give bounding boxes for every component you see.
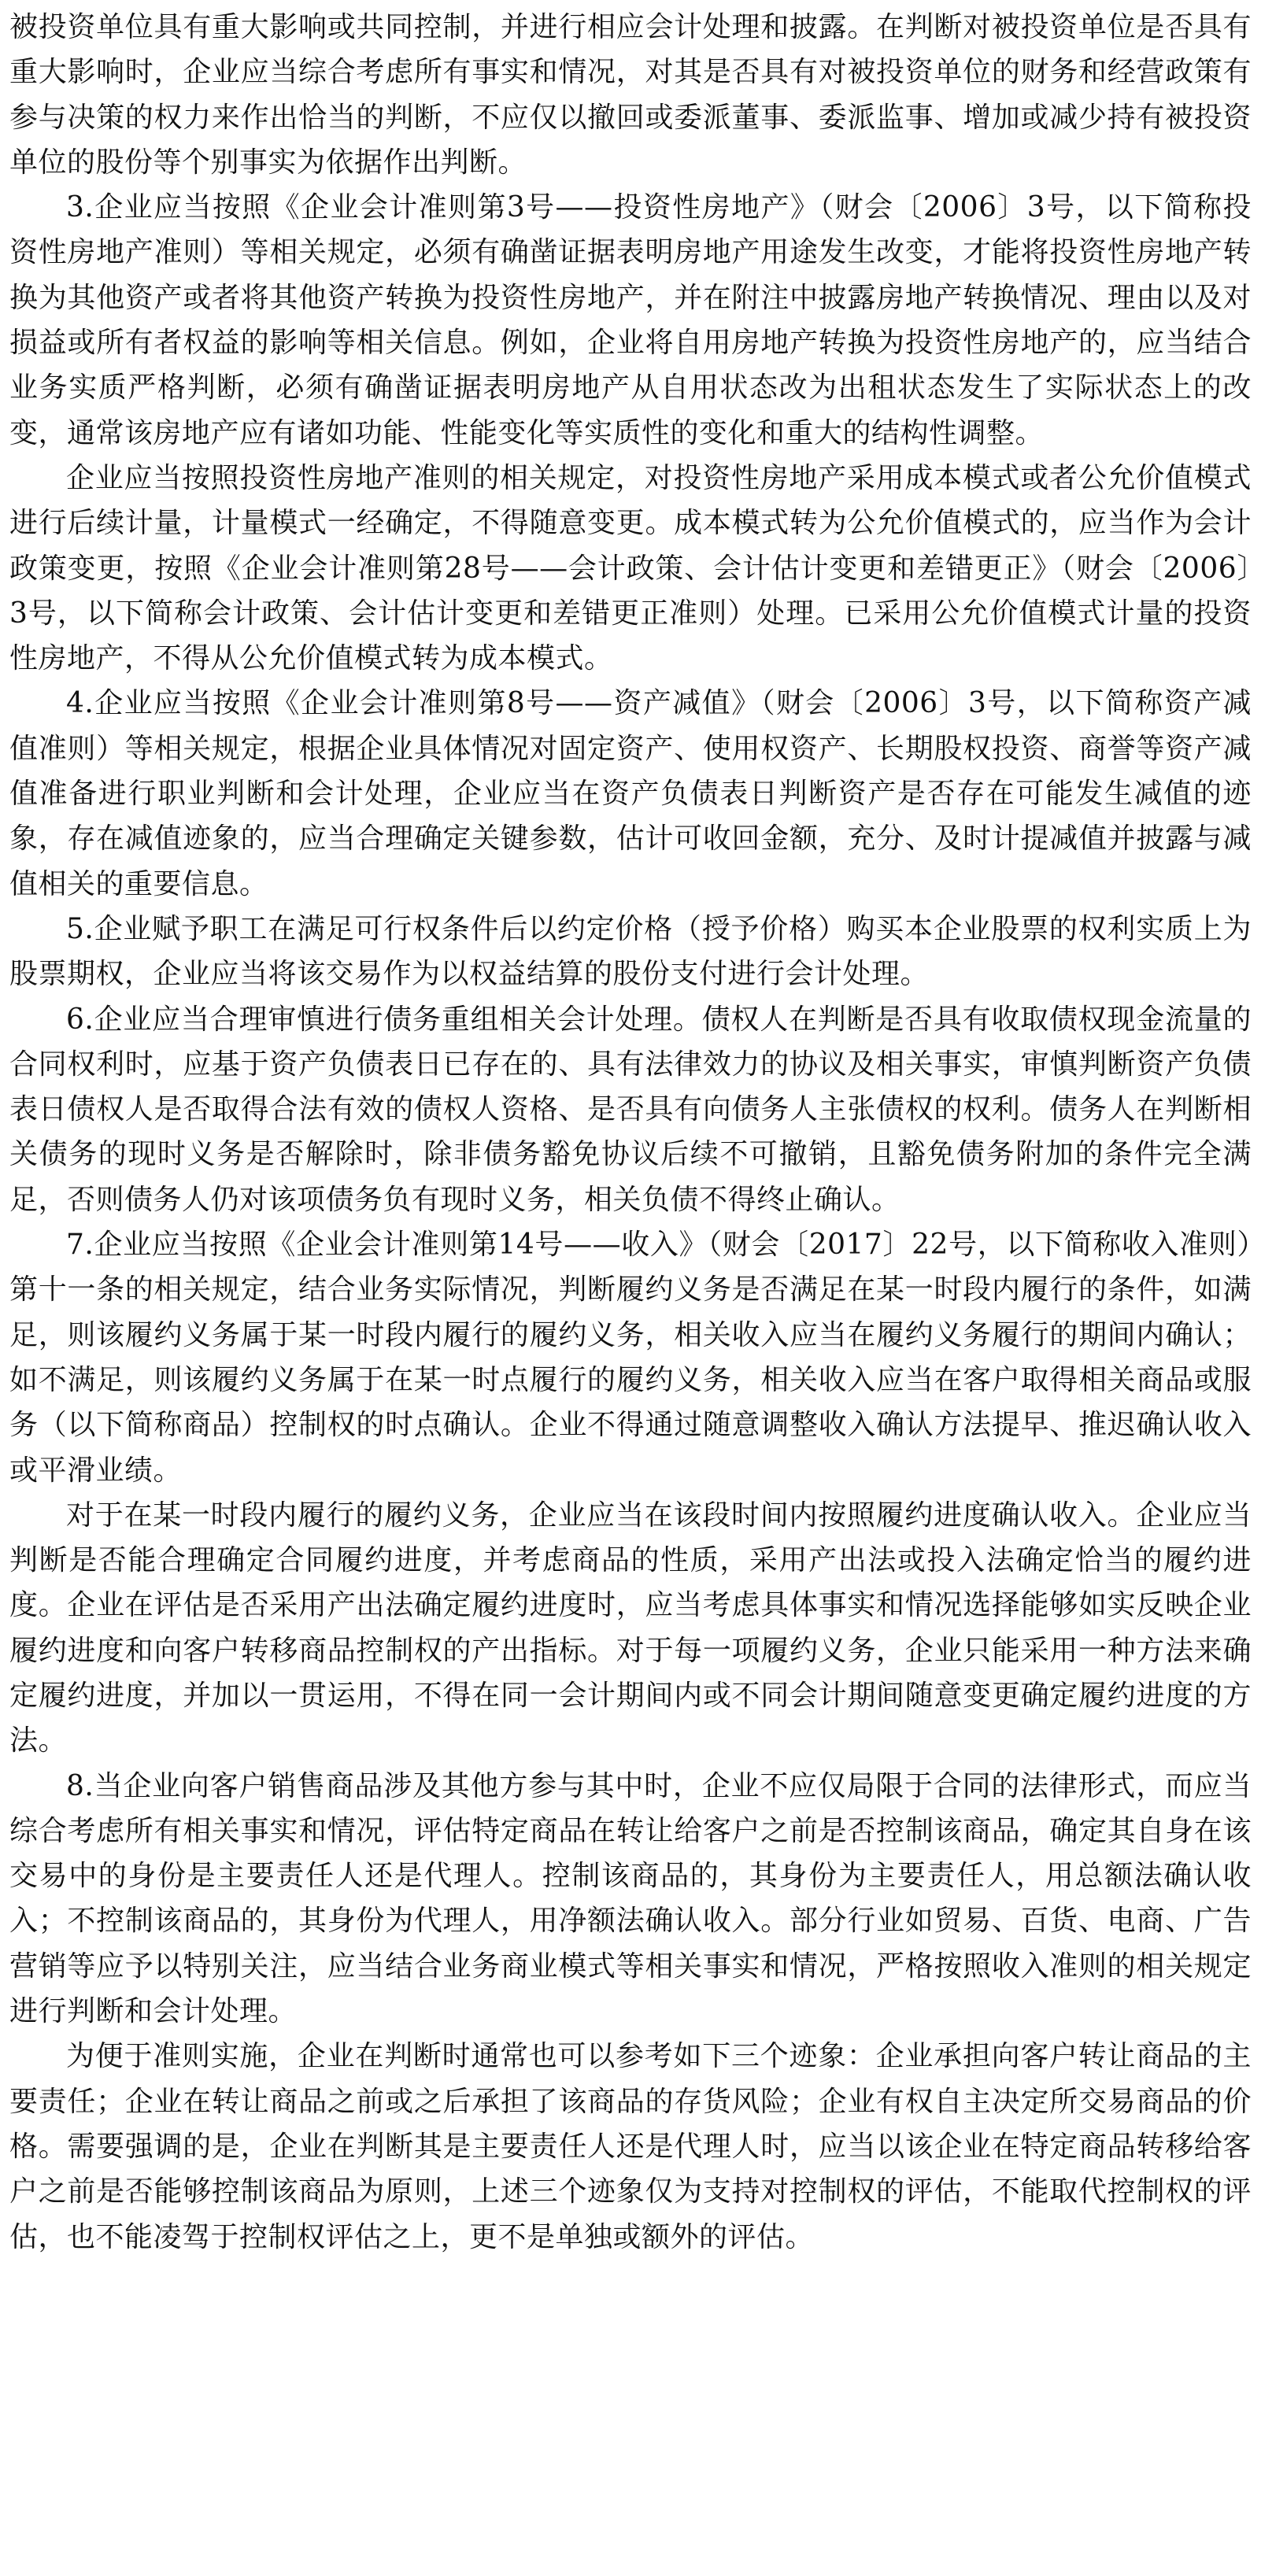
paragraph-item-8-principal-agent: 8.当企业向客户销售商品涉及其他方参与其中时，企业不应仅局限于合同的法律形式，而应当综合考虑所有相关事实和情况，评估特定商品在转让给客户之前是否控制该商品，确定其自身在该交易中的身份是主要责任人还是代理人。控制该商品的，其身份为主要责任人，用总额法确认收入；不控制该商品的，其身份为代理人，用净额法确认收入。部分行业如贸易、百货、电商、广告营销等应予以特别关注，应当结合业务商业模式等相关事实和情况，严格按照收入准则的相关规定进行判断和会计处理。 (9, 1769, 1252, 2028)
paragraph-item-6-debt-restructuring: 6.企业应当合理审慎进行债务重组相关会计处理。债权人在判断是否具有收取债权现金流量的合同权利时，应基于资产负债表日已存在的、具有法律效力的协议及相关事实，审慎判断资产负债表日债权人是否取得合法有效的债权人资格、是否具有向债务人主张债权的权利。债务人在判断相关债务的现时义务是否解除时，除非债务豁免协议后续不可撤销，且豁免债务附加的条件完全满足，否则债务人仍对该项债务负有现时义务，相关负债不得终止确认。 (9, 1003, 1252, 1216)
paragraph-three-indicators: 为便于准则实施，企业在判断时通常也可以参考如下三个迹象：企业承担向客户转让商品的主要责任；企业在转让商品之前或之后承担了该商品的存货风险；企业有权自主决定所交易商品的价格。需要强调的是，企业在判断其是主要责任人还是代理人时，应当以该企业在特定商品转移给客户之前是否能够控制该商品为原则，上述三个迹象仅为支持对控制权的评估，不能取代控制权的评估，也不能凌驾于控制权评估之上，更不是单独或额外的评估。 (9, 2040, 1252, 2253)
paragraph-measurement-model: 企业应当按照投资性房地产准则的相关规定，对投资性房地产采用成本模式或者公允价值模式进行后续计量，计量模式一经确定，不得随意变更。成本模式转为公允价值模式的，应当作为会计政策变更，按照《企业会计准则第28号——会计政策、会计估计变更和差错更正》（财会〔2006〕3号，以下简称会计政策、会计估计变更和差错更正准则）处理。已采用公允价值模式计量的投资性房地产，不得从公允价值模式转为成本模式。 (9, 461, 1252, 675)
paragraph-continuation: 被投资单位具有重大影响或共同控制，并进行相应会计处理和披露。在判断对被投资单位是否具有重大影响时，企业应当综合考虑所有事实和情况，对其是否具有对被投资单位的财务和经营政策有参与决策的权力来作出恰当的判断，不应仅以撤回或委派董事、委派监事、增加或减少持有被投资单位的股份等个别事实为依据作出判断。 (9, 11, 1252, 179)
paragraph-item-4-asset-impairment: 4.企业应当按照《企业会计准则第8号——资产减值》（财会〔2006〕3号，以下简称资产减值准则）等相关规定，根据企业具体情况对固定资产、使用权资产、长期股权投资、商誉等资产减值准备进行职业判断和会计处理，企业应当在资产负债表日判断资产是否存在可能发生减值的迹象，存在减值迹象的，应当合理确定关键参数，估计可收回金额，充分、及时计提减值并披露与减值相关的重要信息。 (9, 687, 1252, 900)
paragraph-item-3-investment-property: 3.企业应当按照《企业会计准则第3号——投资性房地产》（财会〔2006〕3号，以下简称投资性房地产准则）等相关规定，必须有确凿证据表明房地产用途发生改变，才能将投资性房地产转换为其他资产或者将其他资产转换为投资性房地产，并在附注中披露房地产转换情况、理由以及对损益或所有者权益的影响等相关信息。例如，企业将自用房地产转换为投资性房地产的，应当结合业务实质严格判断，必须有确凿证据表明房地产从自用状态改为出租状态发生了实际状态上的改变，通常该房地产应有诸如功能、性能变化等实质性的变化和重大的结构性调整。 (9, 191, 1252, 449)
paragraph-performance-progress: 对于在某一时段内履行的履约义务，企业应当在该段时间内按照履约进度确认收入。企业应当判断是否能合理确定合同履约进度，并考虑商品的性质，采用产出法或投入法确定恰当的履约进度。企业在评估是否采用产出法确定履约进度时，应当考虑具体事实和情况选择能够如实反映企业履约进度和向客户转移商品控制权的产出指标。对于每一项履约义务，企业只能采用一种方法来确定履约进度，并加以一贯运用，不得在同一会计期间内或不同会计期间随意变更确定履约进度的方法。 (9, 1499, 1252, 1757)
paragraph-item-7-revenue: 7.企业应当按照《企业会计准则第14号——收入》（财会〔2017〕22号，以下简称收入准则）第十一条的相关规定，结合业务实际情况，判断履约义务是否满足在某一时段内履行的条件，如满足，则该履约义务属于某一时段内履行的履约义务，相关收入应当在履约义务履行的期间内确认；如不满足，则该履约义务属于在某一时点履行的履约义务，相关收入应当在客户取得相关商品或服务（以下简称商品）控制权的时点确认。企业不得通过随意调整收入确认方法提早、推迟确认收入或平滑业绩。 (9, 1229, 1252, 1487)
paragraph-item-5-share-options: 5.企业赋予职工在满足可行权条件后以约定价格（授予价格）购买本企业股票的权利实质上为股票期权，企业应当将该交易作为以权益结算的股份支付进行会计处理。 (9, 912, 1252, 991)
